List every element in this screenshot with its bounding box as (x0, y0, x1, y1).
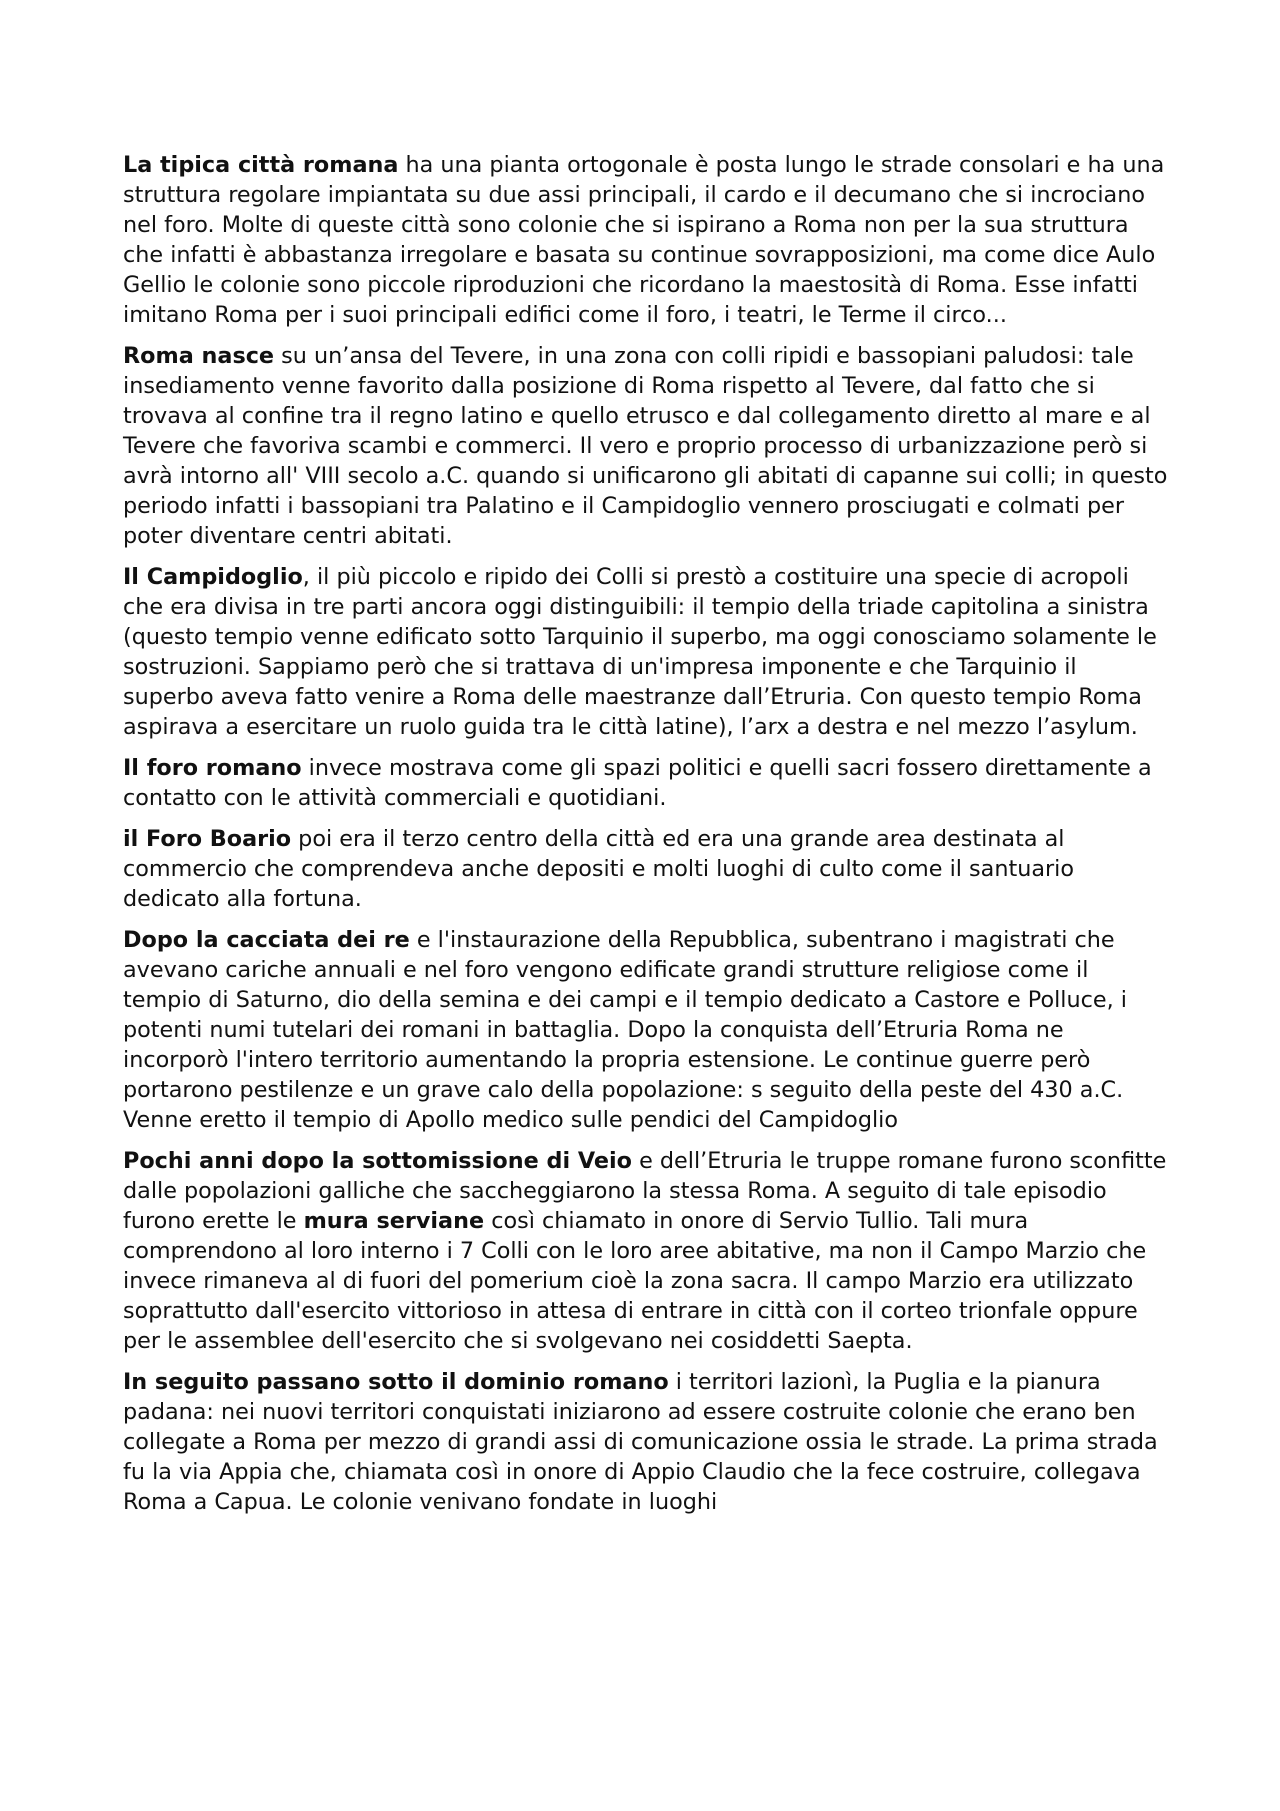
paragraph-text: poi era il terzo centro della città ed era una grande area destinata al commercio che comprendeva anche depositi e molti luoghi di culto come il santuario dedicato alla fortuna. (123, 826, 1074, 912)
paragraph-lead: Il foro romano (123, 755, 302, 781)
paragraph-foro-boario (123, 824, 1168, 914)
paragraph-text: su un’ansa del Tevere, in una zona con colli ripidi e bassopiani paludosi: tale insediamento venne favorito dalla posizione di Roma rispetto al Tevere, dal fatto che si trovava al confine tra il regno latino e quello etrusco e dal collegamento diretto al mare e al Tevere che favoriva scambi e commerci. Il vero e proprio processo di urbanizzazione però si avrà intorno all' VIII secolo a.C. quando si unificarono gli abitati di capanne sui colli; in questo periodo infatti i bassopiani tra Palatino e il Campidoglio vennero prosciugati e colmati per poter diventare centri abitati. (123, 343, 1168, 549)
paragraph-text: i territori lazionì, la Puglia e la pianura padana: nei nuovi territori conquistati iniziarono ad essere costruite colonie che erano ben collegate a Roma per mezzo di grandi assi di comunicazione ossia le strade. La prima strada fu la via Appia che, chiamata così in onore di Appio Claudio che la fece costruire, collegava Roma a Capua. Le colonie venivano fondate in luoghi (123, 1369, 1158, 1515)
paragraph-veio (123, 1146, 1168, 1356)
paragraph-text: e l'instaurazione della Repubblica, subentrano i magistrati che avevano cariche annuali e nel foro vengono edificate grandi strutture religiose come il tempio di Saturno, dio della semina e dei campi e il tempio dedicato a Castore e Polluce, i potenti numi tutelari dei romani in battaglia. Dopo la conquista dell’Etruria Roma ne incorporò l'intero territorio aumentando la propria estensione. Le continue guerre però portarono pestilenze e un grave calo della popolazione: s seguito della peste del 430 a.C. Venne eretto il tempio di Apollo medico sulle pendici del Campidoglio (123, 927, 1127, 1133)
paragraph-text: invece mostrava come gli spazi politici e quelli sacri fossero direttamente a contatto con le attività commerciali e quotidiani. (123, 755, 1152, 811)
paragraph-cacciata-re (123, 925, 1168, 1135)
paragraph-foro-romano (123, 753, 1168, 813)
paragraph-campidoglio (123, 562, 1168, 742)
paragraph-lead: il Foro Boario (123, 826, 292, 852)
paragraph-lead: La tipica città romana (123, 152, 399, 178)
paragraph-bold-term: mura serviane (303, 1208, 485, 1234)
paragraph-text: , il più piccolo e ripido dei Colli si prestò a costituire una specie di acropoli che era divisa in tre parti ancora oggi distinguibili: il tempio della triade capitolina a sinistra (questo tempio venne edificato sotto Tarquinio il superbo, ma oggi conosciamo solamente le sostruzioni. Sappiamo però che si trattava di un'impresa imponente e che Tarquinio il superbo aveva fatto venire a Roma delle maestranze dall’Etruria. Con questo tempio Roma aspirava a esercitare un ruolo guida tra le città latine), l’arx a destra e nel mezzo l’asylum. (123, 564, 1157, 740)
paragraph-lead: Il Campidoglio (123, 564, 303, 590)
paragraph-lead: In seguito passano sotto il dominio romano (123, 1369, 669, 1395)
paragraph-roma-nasce (123, 341, 1168, 551)
paragraph-lead: Pochi anni dopo la sottomissione di Veio (123, 1148, 632, 1174)
paragraph-lead: Dopo la cacciata dei re (123, 927, 410, 953)
paragraph-text: ha una pianta ortogonale è posta lungo le strade consolari e ha una struttura regolare impiantata su due assi principali, il cardo e il decumano che si incrociano nel foro. Molte di queste città sono colonie che si ispirano a Roma non per la sua struttura che infatti è abbastanza irregolare e basata su continue sovrapposizioni, ma come dice Aulo Gellio le colonie sono piccole riproduzioni che ricordano la maestosità di Roma. Esse infatti imitano Roma per i suoi principali edifici come il foro, i teatri, le Terme il circo... (123, 152, 1165, 328)
paragraph-dominio-romano (123, 1367, 1168, 1517)
paragraph-text: così chiamato in onore di Servio Tullio. Tali mura comprendono al loro interno i 7 Colli con le loro aree abitative, ma non il Campo Marzio che invece rimaneva al di fuori del pomerium cioè la zona sacra. Il campo Marzio era utilizzato soprattutto dall'esercito vittorioso in attesa di entrare in città con il corteo trionfale oppure per le assemblee dell'esercito che si svolgevano nei cosiddetti Saepta. (123, 1208, 1147, 1354)
paragraph-lead: Roma nasce (123, 343, 275, 369)
paragraph-text: e dell’Etruria le truppe romane furono sconfitte dalle popolazioni galliche che saccheggiarono la stessa Roma. A seguito di tale episodio furono erette le (123, 1148, 1167, 1234)
paragraph-citta-romana (123, 150, 1168, 330)
